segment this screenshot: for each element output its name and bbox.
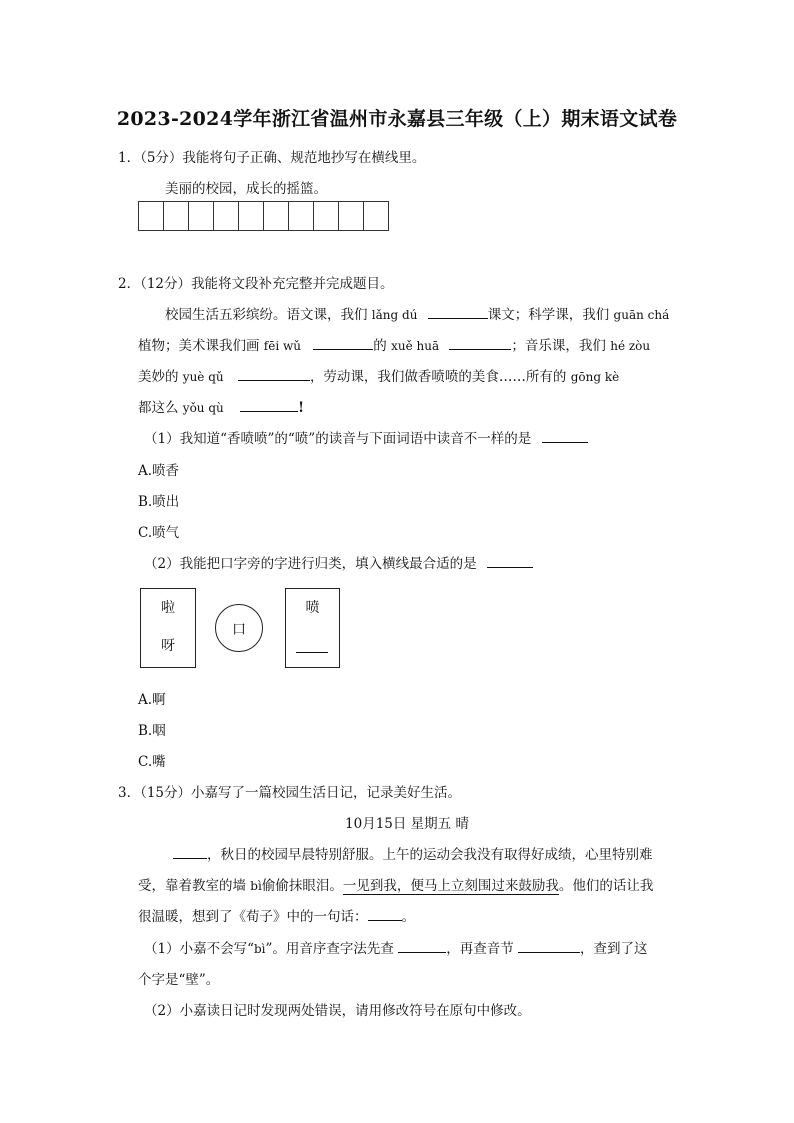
q1-stem: 1．（5分）我能将句子正确、规范地抄写在横线里。 bbox=[118, 150, 426, 166]
answer-blank[interactable] bbox=[398, 939, 446, 953]
diary-text: ，秋日的校园早晨特别舒服。上午的运动会我没有取得好成绩，心里特别难 bbox=[207, 847, 653, 863]
q2-paragraph-line-3 bbox=[138, 365, 619, 385]
pinyin-3: fēi wǔ bbox=[263, 339, 301, 353]
grid-cell[interactable] bbox=[138, 201, 164, 231]
diary-date: 10月15日 星期五 晴 bbox=[345, 816, 469, 832]
diary-text: 受，靠着教室的墙 bbox=[138, 878, 246, 894]
q3-stem: 3．（15分）小嘉写了一篇校园生活日记，记录美好生活。 bbox=[118, 785, 462, 801]
option-b[interactable]: B.咽 bbox=[138, 723, 166, 739]
q2-text: 校园生活五彩缤纷。语文课，我们 bbox=[165, 307, 368, 323]
answer-blank[interactable] bbox=[449, 336, 511, 350]
writing-grid[interactable] bbox=[138, 201, 388, 231]
q2-text: ，劳动课，我们做香喷喷的美食……所有的 bbox=[309, 369, 567, 385]
option-a[interactable]: A.喷香 bbox=[138, 463, 180, 479]
underlined-sentence: 一见到我，便马上立刻围过来鼓励我 bbox=[342, 878, 559, 894]
diary-line-1 bbox=[173, 843, 653, 863]
radical-char: 口 bbox=[232, 622, 246, 638]
q2-text: 都这么 bbox=[138, 400, 179, 416]
answer-blank[interactable] bbox=[542, 429, 588, 443]
pinyin-5: hé zòu bbox=[610, 339, 651, 353]
grid-cell[interactable] bbox=[313, 201, 339, 231]
answer-blank[interactable] bbox=[518, 939, 580, 953]
grid-cell[interactable] bbox=[263, 201, 289, 231]
q2-sub2 bbox=[144, 552, 533, 572]
pinyin-1: lǎng dú bbox=[371, 308, 418, 322]
q2-paragraph-line-1 bbox=[165, 303, 669, 323]
answer-blank[interactable] bbox=[428, 305, 488, 319]
pinyin-8: yǒu qù bbox=[182, 401, 224, 415]
answer-blank[interactable] bbox=[487, 554, 533, 568]
q3-sub2: （2）小嘉读日记时发现两处错误，请用修改符号在原句中修改。 bbox=[144, 1003, 531, 1019]
grid-cell[interactable] bbox=[163, 201, 189, 231]
q2-text: ! bbox=[298, 400, 304, 416]
q2-paragraph-line-4 bbox=[138, 396, 304, 416]
grid-cell[interactable] bbox=[338, 201, 364, 231]
answer-blank[interactable] bbox=[368, 907, 402, 921]
q2-stem: 2．（12分）我能将文段补充完整并完成题目。 bbox=[118, 276, 394, 292]
box-char: 呀 bbox=[161, 638, 175, 654]
box-char: 啦 bbox=[161, 600, 175, 616]
q2-sub2-text: （2）我能把口字旁的字进行归类，填入横线最合适的是 bbox=[144, 556, 477, 572]
option-b[interactable]: B.喷出 bbox=[138, 494, 180, 510]
q2-text: 植物；美术课我们画 bbox=[138, 338, 260, 354]
q2-text: 的 bbox=[373, 338, 387, 354]
q3-text: ，再查音节 bbox=[446, 941, 514, 957]
answer-blank[interactable] bbox=[173, 845, 207, 859]
box-char: 喷 bbox=[305, 600, 320, 616]
answer-blank[interactable] bbox=[296, 652, 328, 653]
grid-cell[interactable] bbox=[363, 201, 389, 231]
diary-line-2 bbox=[138, 874, 653, 894]
grid-cell[interactable] bbox=[188, 201, 214, 231]
grid-cell[interactable] bbox=[238, 201, 264, 231]
grid-cell[interactable] bbox=[288, 201, 314, 231]
diary-text: 偷偷抹眼泪。 bbox=[261, 878, 343, 894]
q3-text: ”。用音序查字法先查 bbox=[265, 941, 394, 957]
character-box-right bbox=[285, 588, 340, 668]
character-box-left bbox=[140, 588, 196, 668]
pinyin-bi: bì bbox=[254, 942, 266, 956]
diary-text: 很温暖，想到了《荀子》中的一句话： bbox=[138, 909, 368, 925]
page-title: 2023-2024学年浙江省温州市永嘉县三年级（上）期末语文试卷 bbox=[116, 108, 678, 130]
q2-text: 美妙的 bbox=[138, 369, 179, 385]
option-c[interactable]: C.嘴 bbox=[138, 754, 166, 770]
q3-text: ，查到了这 bbox=[580, 941, 648, 957]
answer-blank[interactable] bbox=[238, 367, 310, 381]
q2-text: 课文；科学课，我们 bbox=[487, 307, 610, 323]
diary-line-3 bbox=[138, 905, 415, 925]
pinyin-6: yuè qǔ bbox=[182, 370, 224, 384]
answer-blank[interactable] bbox=[240, 398, 298, 412]
pinyin-7: gōng kè bbox=[570, 370, 620, 384]
diary-text: 。 bbox=[401, 909, 415, 925]
q3-text: （1）小嘉不会写“ bbox=[144, 941, 254, 957]
q1-sentence: 美丽的校园，成长的摇篮。 bbox=[165, 181, 327, 197]
q3-sub1-line-2: 个字是“壁”。 bbox=[138, 972, 220, 988]
option-c[interactable]: C.喷气 bbox=[138, 525, 180, 541]
q2-sub1-text: （1）我知道“香喷喷”的“喷”的读音与下面词语中读音不一样的是 bbox=[144, 431, 532, 447]
answer-blank[interactable] bbox=[313, 336, 373, 350]
q2-paragraph-line-2 bbox=[138, 334, 650, 354]
q3-sub1-line-1 bbox=[144, 937, 648, 957]
q2-text: ；音乐课，我们 bbox=[511, 338, 606, 354]
grid-cell[interactable] bbox=[213, 201, 239, 231]
pinyin-2: guān chá bbox=[613, 308, 670, 322]
diary-text: 。他们的话让我 bbox=[558, 878, 654, 894]
option-a[interactable]: A.啊 bbox=[138, 692, 166, 708]
radical-circle bbox=[215, 604, 263, 652]
q2-sub1 bbox=[144, 427, 588, 447]
pinyin-4: xuě huā bbox=[391, 339, 440, 353]
pinyin-bi: bì bbox=[250, 879, 262, 893]
